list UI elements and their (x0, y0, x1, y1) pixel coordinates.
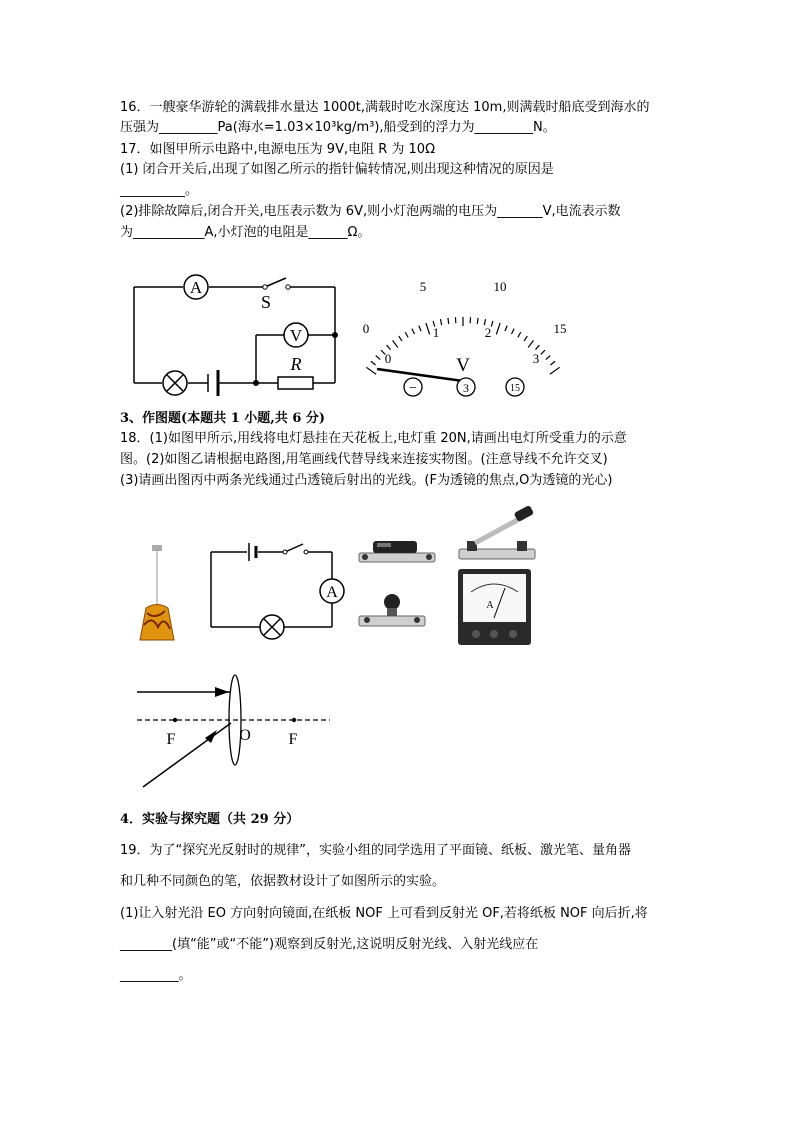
focus-right-label: F (288, 731, 298, 748)
dial-inner-3: 3 (532, 351, 540, 366)
dial-tick (440, 319, 441, 325)
dial-tick (412, 329, 415, 334)
dial-tick (371, 361, 376, 365)
dial-tick (550, 367, 560, 374)
convex-lens-diagram (135, 670, 335, 795)
q18-line3: (3)请画出图丙中两条光线通过凸透镜后射出的光线。(F为透镜的焦点,O为透镜的光心) (120, 473, 613, 488)
ammeter-label-2: A (326, 584, 338, 601)
dial-tick (448, 318, 449, 324)
dial-unit: V (456, 355, 470, 376)
q18-line2: 图。(2)如图乙请根据电路图,用笔画线代替导线来连接实物图。(注意导线不允许交叉) (120, 452, 608, 467)
dial-tick (376, 356, 380, 360)
knife-switch-image (457, 505, 537, 565)
dial-inner-2: 2 (484, 325, 492, 340)
terminal-negative-label: − (409, 381, 417, 396)
q19-line5: _________。 (120, 968, 192, 983)
circuit-diagram-2 (205, 540, 340, 640)
section3-title: 3、作图题(本题共 1 小题,共 6 分) (120, 411, 326, 426)
dial-tick (496, 323, 500, 334)
dial-tick (550, 361, 555, 365)
dial-tick (528, 340, 533, 347)
dial-tick (505, 326, 507, 332)
terminal-15-label: 15 (510, 383, 520, 394)
dial-tick (524, 336, 527, 341)
dial-outer-0: 0 (362, 321, 370, 336)
dial-tick (393, 340, 398, 347)
q19-line1: 19．为了“探究光反射时的规律”，实验小组的同学选用了平面镜、纸板、激光笔、量角器 (120, 843, 632, 858)
dial-tick (546, 356, 550, 360)
voltmeter-label: V (289, 326, 303, 345)
q19-line4: ________(填“能”或“不能”)观察到反射光,这说明反射光线、入射光线应在 (120, 937, 539, 952)
ammeter-meter-image (457, 568, 532, 646)
dial-tick (387, 345, 391, 350)
dial-tick (535, 345, 539, 350)
dial-needle (377, 369, 463, 381)
resistor-symbol (278, 377, 313, 389)
q18-line1: 18．(1)如图甲所示,用线将电灯悬挂在天花板上,电灯重 20N,请画出电灯所受重力的示意 (120, 431, 627, 446)
q17-line3: __________。 (120, 183, 199, 198)
ammeter-label: A (189, 278, 203, 297)
dial-tick (366, 367, 376, 374)
dial-outer-15: 15 (553, 321, 567, 336)
q19-line3: (1)让入射光沿 EO 方向射向镜面,在纸板 NOF 上可看到反射光 OF,若将纸板 NOF 向后折,将 (120, 906, 648, 921)
q16-line2: 压强为_________Pa(海水=1.03×10³kg/m³),船受到的浮力为_________N。 (120, 120, 556, 135)
dial-tick (477, 318, 478, 324)
switch-label: S (260, 292, 272, 312)
dial-inner-1: 1 (432, 325, 440, 340)
dial-tick (512, 329, 515, 334)
section4-title: 4．实验与探究题（共 29 分） (120, 812, 300, 827)
dial-tick (426, 323, 430, 334)
q17-line2: (1) 闭合开关后,出现了如图乙所示的指针偏转情况,则出现这种情况的原因是 (120, 162, 554, 177)
dial-tick (518, 332, 521, 337)
battery-holder-image (357, 535, 437, 565)
dial-outer-10: 10 (493, 279, 507, 294)
dial-inner-0: 0 (384, 351, 392, 366)
terminal-3-label: 3 (463, 381, 469, 395)
focus-left-label: F (166, 731, 176, 748)
dial-tick (541, 350, 545, 354)
meter-photo-label: A (486, 600, 494, 611)
dial-tick (491, 321, 493, 327)
dial-tick (419, 326, 421, 332)
q17-line5: 为___________A,小灯泡的电阻是______Ω。 (120, 225, 371, 240)
voltmeter-dial (355, 275, 580, 400)
bulb-holder-image (357, 590, 427, 630)
dial-tick (405, 332, 408, 337)
q19-line2: 和几种不同颜色的笔，依据教材设计了如图所示的实验。 (120, 874, 446, 889)
hanging-lamp-image (130, 545, 185, 645)
circuit-diagram-1 (120, 270, 350, 400)
q16-line1: 16．一艘豪华游轮的满载排水量达 1000t,满载时吃水深度达 10m,则满载时船底受到海水的 (120, 100, 650, 115)
center-label: O (239, 727, 251, 744)
dial-outer-5: 5 (419, 279, 427, 294)
q17-line4: (2)排除故障后,闭合开关,电压表示数为 6V,则小灯泡两端的电压为_______V,电流表示数 (120, 204, 621, 219)
resistor-label: R (290, 354, 302, 374)
incident-ray-focus (143, 723, 231, 787)
dial-tick (399, 336, 402, 341)
q17-line1: 17．如图甲所示电路中,电源电压为 9V,电阻 R 为 10Ω (120, 142, 436, 157)
